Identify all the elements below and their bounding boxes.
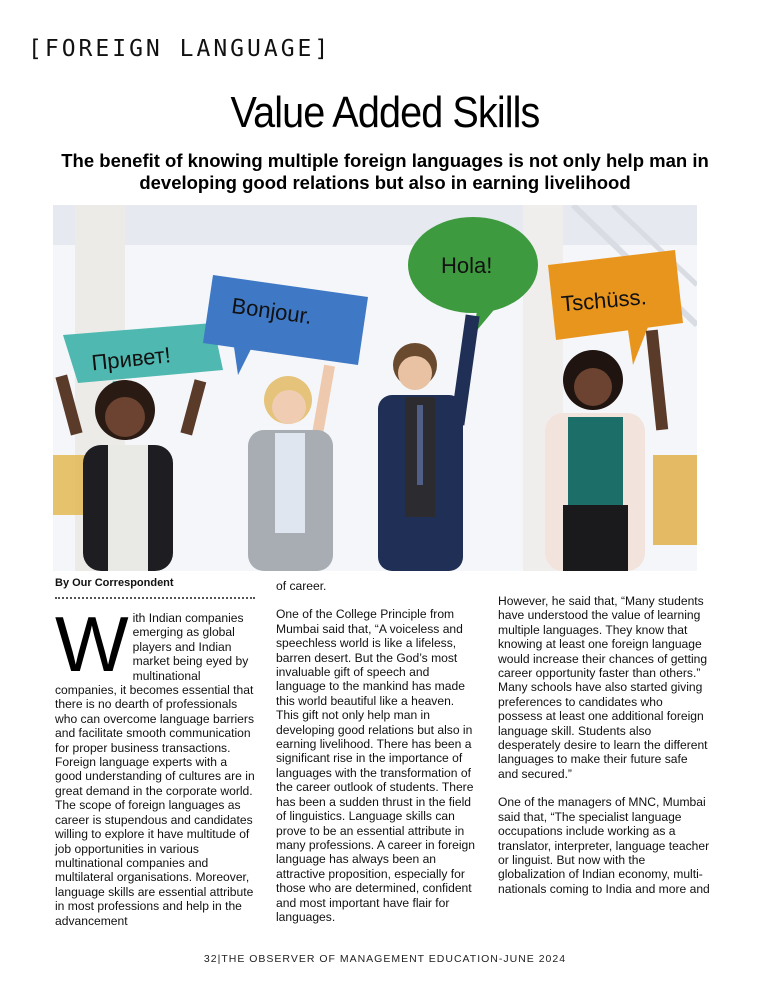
byline: By Our Correspondent bbox=[55, 577, 174, 589]
section-tag: [FOREIGN LANGUAGE] bbox=[28, 36, 332, 62]
bubble-bonjour-text: Bonjour. bbox=[230, 292, 314, 329]
article-title: Value Added Skills bbox=[230, 88, 540, 137]
paragraph: of career. bbox=[276, 579, 327, 593]
bubble-tschuss-text: Tschüss. bbox=[560, 284, 648, 317]
bubble-privet-text: Привет! bbox=[90, 342, 172, 376]
article-photo bbox=[53, 205, 697, 571]
paragraph: However, he said that, “Many students have understood the value of learning multiple languages. They know that knowing at least one foreign language would increase their chances of getting career opportunity faster than others.” Many schools have also started giving preferences to candidates who possess at least one additional foreign language skill. Students also desperately desire to learn the different languages to make their future safe and secured.” bbox=[498, 594, 708, 781]
page-footer: 32|THE OBSERVER OF MANAGEMENT EDUCATION-JUNE 2024 bbox=[203, 953, 567, 965]
article-column-1 bbox=[55, 600, 255, 942]
article-column-3 bbox=[498, 594, 710, 910]
bubble-hola-text: Hola! bbox=[441, 253, 493, 278]
byline-divider bbox=[55, 597, 255, 599]
paragraph: ith Indian companies emerging as global players and Indian market being eyed by multinational companies, it becomes essential that there is no dearth of professionals who can overcome language barriers and facilitate smooth communication for proper business transactions. Foreign language experts with a good understanding of cultures are in great demand in the corporate world. The scope of foreign languages as career is stupendous and candidates willing to explore it have multitude of job opportunities in various multinational companies and multilateral organisations. Moreover, language skills are essential attribute in most professions and help in the advancement bbox=[55, 611, 255, 928]
drop-cap: W bbox=[55, 600, 129, 688]
paragraph: One of the College Principle from Mumbai said that, “A voiceless and speechless world is like a lifeless, barren desert. But the God’s most invaluable gift of speech and language to the mankind has made this world beautiful like a heaven. This gift not only help man in developing good relations but also in earning livelihood. There has been a significant rise in the importance of languages with the transformation of the career outlook of students. There has been a sudden thrust in the field of linguistics. Language skills can prove to be an essential attribute in many professions. A career in foreign language has always been an attractive proposition, especially for those who are determined, confident and most important have flair for languages. bbox=[276, 607, 475, 924]
paragraph: One of the managers of MNC, Mumbai said that, “The specialist language occupations include working as a translator, interpreter, language teacher or linguist. But now with the globalization of Indian economy, multi-nationals coming to India and more and bbox=[498, 795, 710, 896]
article-column-2 bbox=[276, 579, 479, 938]
article-subtitle: The benefit of knowing multiple foreign languages is not only help man in developing good relations but also in earning livelihood bbox=[61, 150, 709, 193]
